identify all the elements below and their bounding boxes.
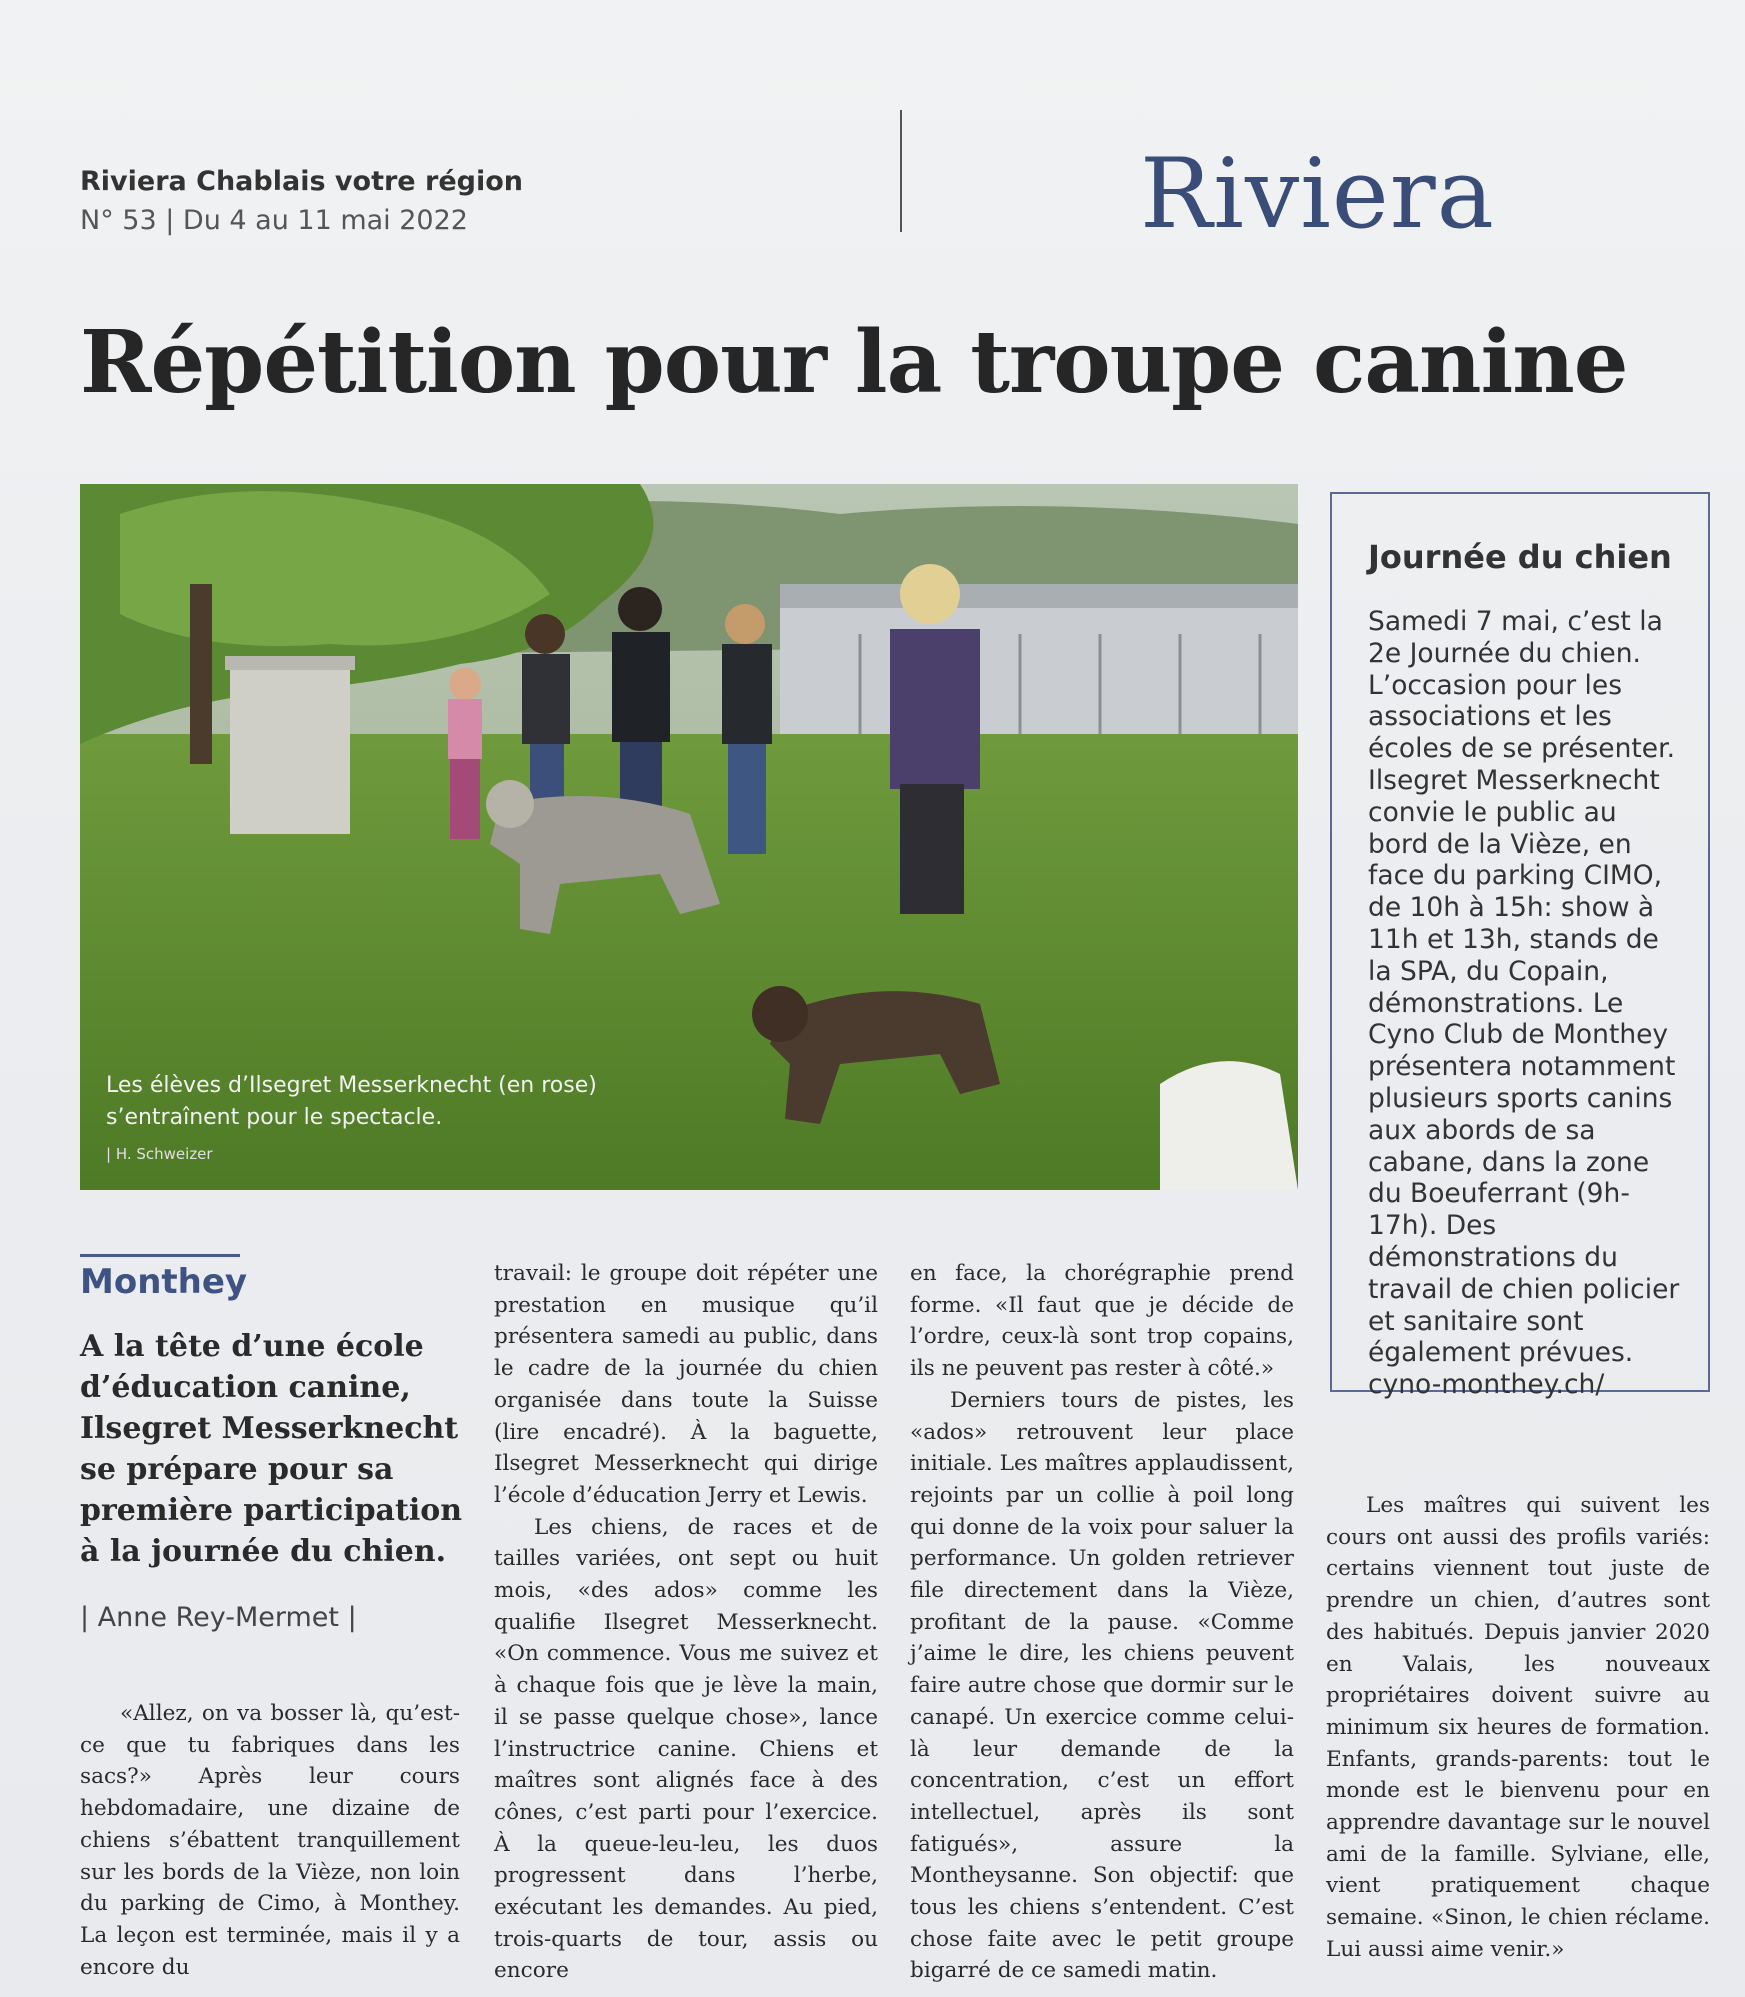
paragraph: Les chiens, de races et de tailles variées, ont sept ou huit mois, «des ados» comme les qualifie Ilsegret Messerknecht. «On commence. Vous me suivez et à chaque fois que je lève la main, il se passe quelque chose», lance l’instructrice canine. Chiens et maîtres sont alignés face à des cônes, c’est parti pour l’exercice. À la queue-leu-leu, les duos progressent dans l’herbe, exécutant les demandes. Au pied, trois-quarts de tour, assis ou encore [494, 1514, 878, 1984]
paragraph: «Allez, on va bosser là, qu’est-ce que tu fabriques dans les sacs?» Après leur cours hebdomadaire, une dizaine de chiens s’ébattent tranquillement sur les bords de la Vièze, non loin du parking de Cimo, à Monthey. La leçon est terminée, mais il y a encore du [80, 1701, 460, 1980]
paragraph: en face, la chorégraphie prend forme. «Il faut que je décide de l’ordre, ceux-là sont trop copains, ils ne peuvent pas rester à côté.» [910, 1261, 1294, 1382]
article-column-4 [1326, 1490, 1710, 1966]
article-column-1 [80, 1698, 460, 1983]
photo-caption [106, 1070, 706, 1170]
publication-header [80, 166, 523, 236]
paragraph: Derniers tours de pistes, les «ados» retrouvent leur place initiale. Les maîtres applaudissent, rejoints par un collie à poil long qui donne de la voix pour saluer la performance. Un golden retriever file directement dans la Vièze, profitant de la pause. «Comme j’aime le dire, les chiens peuvent faire autre chose que dormir sur le canapé. Un exercice comme celui-là leur demande de la concentration, c’est un effort intellectuel, après ils sont fatigués», assure la Montheysanne. Son objectif: que tous les chiens s’entendent. C’est chose faite avec le petit groupe bigarré de ce samedi matin. [910, 1387, 1294, 1984]
kicker-rule [80, 1254, 240, 1257]
article-author: | Anne Rey-Mermet | [80, 1602, 357, 1633]
issue-line: N° 53 | Du 4 au 11 mai 2022 [80, 205, 468, 236]
article-column-2 [494, 1258, 878, 1987]
photo-caption-text: Les élèves d’Ilsegret Messerknecht (en rose) s’entraînent pour le spectacle. [106, 1073, 597, 1130]
article-photo [80, 484, 1298, 1190]
paragraph: Les maîtres qui suivent les cours ont aussi des profils variés: certains viennent tout juste de prendre un chien, d’autres sont des habitués. Depuis janvier 2020 en Valais, les nouveaux propriétaires doivent suivre au minimum six heures de formation. Enfants, grands-parents: tout le monde est le bienvenu pour en apprendre davantage sur le nouvel ami de la famille. Sylviane, elle, vient pratiquement chaque semaine. «Sinon, le chien réclame. Lui aussi aime venir.» [1326, 1493, 1710, 1962]
photo-credit: | H. Schweizer [106, 1145, 213, 1163]
article-lead: A la tête d’une école d’éducation canine, Ilsegret Messerknecht se prépare pour sa première participation à la journée du chien. [80, 1329, 463, 1569]
paragraph: travail: le groupe doit répéter une prestation en musique qu’il présentera samedi au public, dans le cadre de la journée du chien organisée dans toute la Suisse (lire encadré). À la baguette, Ilsegret Messerknecht qui dirige l’école d’éducation Jerry et Lewis. [494, 1261, 878, 1508]
sidebar-title: Journée du chien [1368, 538, 1672, 576]
sidebar-box [1330, 492, 1710, 1401]
header-divider [900, 110, 902, 232]
article-kicker: Monthey [80, 1262, 248, 1302]
sidebar-text: Samedi 7 mai, c’est la 2e Journée du chien. L’occasion pour les associations et les écoles de se présenter. Ilsegret Messerknecht convie le public au bord de la Vièze, en face du parking CIMO, de 10h à 15h: show à 11h et 13h, stands de la SPA, du Copain, démonstrations. Le Cyno Club de Monthey présentera notamment plusieurs sports canins aux abords de sa cabane, dans la zone du Boeuferrant (9h-17h). Des démonstrations du travail de chien policier et sanitaire sont également prévues. cyno-monthey.ch/ [1368, 606, 1680, 1401]
section-title: Riviera [1140, 138, 1495, 250]
article-headline: Répétition pour la troupe canine [80, 312, 1628, 413]
publication-name: Riviera Chablais votre région [80, 166, 523, 197]
article-column-3 [910, 1258, 1294, 1987]
